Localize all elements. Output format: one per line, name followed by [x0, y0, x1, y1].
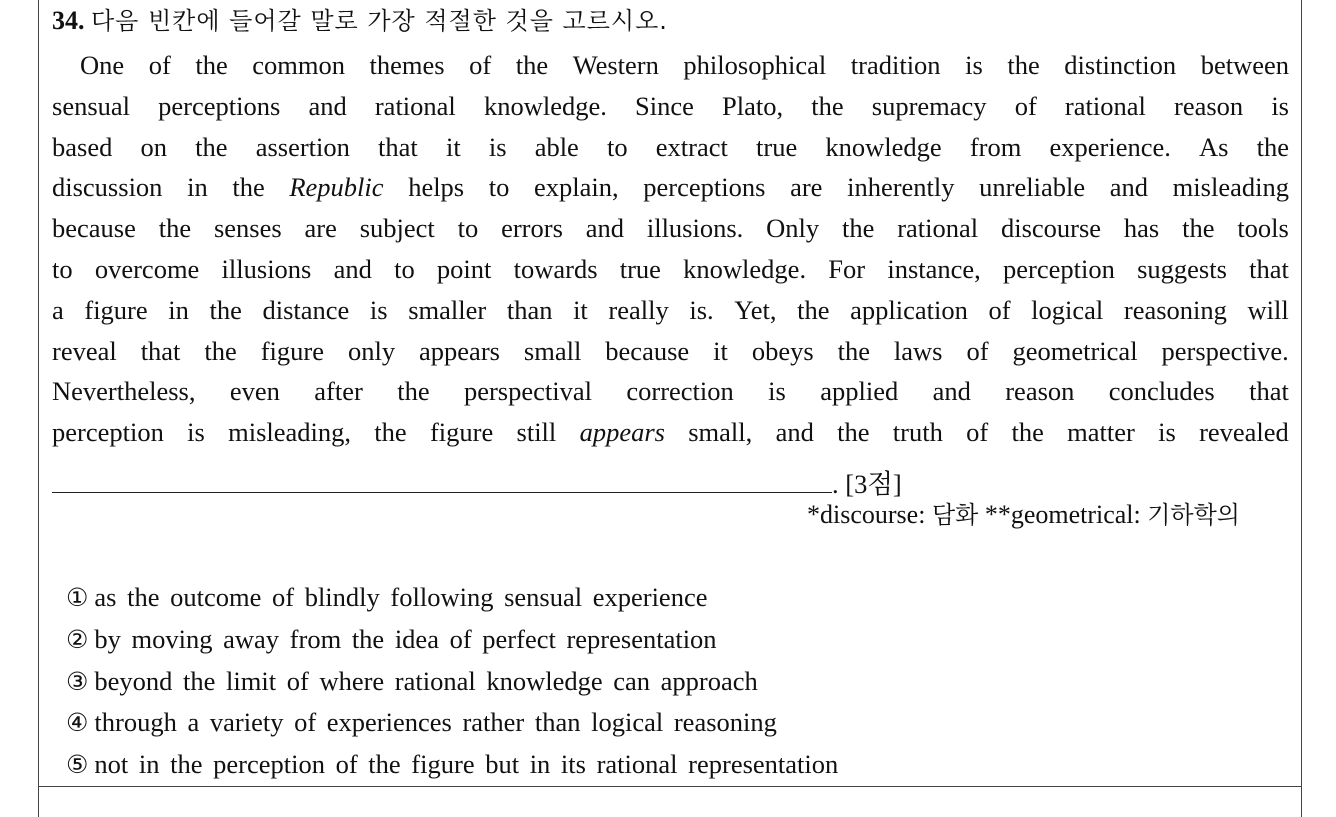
choice-4[interactable]	[66, 702, 838, 744]
passage-word: are	[790, 172, 823, 203]
passage-word: and	[1109, 172, 1149, 203]
passage-word: of	[148, 50, 171, 80]
passage-word: reveal	[52, 335, 117, 366]
passage-word: Only	[766, 213, 820, 244]
choice-text: through a variety of experiences rather than logical reasoning	[94, 707, 777, 738]
passage-word: the	[1182, 213, 1215, 244]
question-number: 34.	[52, 6, 85, 35]
passage-word: overcome	[94, 253, 200, 284]
passage-word: able	[534, 131, 579, 162]
choice-marker: ②	[66, 624, 89, 654]
choice-text: by moving away from the idea of perfect representation	[94, 623, 717, 654]
choice-marker: ①	[66, 583, 89, 612]
passage-word: illusions.	[646, 213, 744, 244]
passage-word: Republic	[289, 172, 384, 203]
passage-word: figure	[260, 335, 324, 366]
passage-word: knowledge.	[683, 253, 807, 284]
passage-word: suggests	[1137, 253, 1227, 284]
choice-5[interactable]	[66, 744, 838, 786]
passage-word: philosophical	[683, 50, 827, 80]
passage-word: that	[1249, 376, 1289, 407]
passage-word: of	[469, 50, 492, 80]
passage-word: unreliable	[979, 172, 1086, 203]
passage-word: is.	[689, 294, 714, 325]
passage-word: is	[488, 131, 507, 162]
passage-word: a	[52, 294, 64, 325]
passage-word: after	[314, 376, 363, 407]
passage-word: distance	[262, 294, 350, 325]
passage-word: and	[585, 213, 624, 244]
choice-marker: ③	[66, 666, 89, 696]
choice-3[interactable]	[66, 661, 838, 703]
passage-word: knowledge.	[483, 90, 607, 121]
passage-word: from	[969, 131, 1022, 162]
passage-word: the	[837, 335, 870, 366]
passage-word: the	[841, 213, 875, 244]
passage-word: the	[397, 376, 430, 407]
passage-word: the	[837, 417, 870, 448]
passage-word: to	[606, 131, 628, 162]
passage-word: rational	[374, 90, 456, 121]
passage-word: small,	[688, 417, 753, 448]
passage-line	[52, 371, 1289, 412]
passage-word: in	[168, 294, 189, 325]
passage-word: instance,	[887, 253, 981, 284]
passage-word: it	[713, 335, 728, 366]
question-heading	[52, 4, 668, 38]
passage-word: is	[1158, 417, 1176, 448]
gloss-term-2: **geometrical:	[984, 500, 1141, 529]
passage-line	[52, 127, 1289, 168]
passage-word: is	[768, 376, 786, 407]
passage-word: and	[333, 253, 372, 284]
passage-word: discourse	[1000, 213, 1102, 244]
passage-word: geometrical	[1012, 335, 1138, 366]
answer-choices	[66, 577, 838, 786]
passage-word: and	[932, 376, 971, 407]
passage-word: As	[1199, 131, 1229, 162]
passage-word: rational	[1064, 90, 1146, 121]
passage-line	[52, 290, 1289, 331]
passage-word: towards	[513, 253, 598, 284]
passage-word: the	[232, 172, 265, 203]
passage-word: the	[374, 417, 407, 448]
passage-word: of	[1014, 90, 1037, 121]
passage-word: are	[304, 213, 337, 244]
passage-word: of	[966, 417, 989, 448]
passage-word: will	[1247, 294, 1289, 325]
passage-word: reasoning	[1123, 294, 1227, 325]
passage-line	[52, 45, 1289, 86]
passage-word: For	[828, 253, 866, 284]
passage-word: misleading	[1172, 172, 1289, 203]
passage-line	[52, 249, 1289, 290]
passage-word: that	[140, 335, 181, 366]
passage-word: the	[158, 213, 192, 244]
passage-word: the	[1007, 50, 1040, 80]
passage-word: revealed	[1199, 417, 1289, 448]
passage-word: that	[1249, 253, 1289, 284]
passage-word: based	[52, 131, 113, 162]
passage-word: senses	[213, 213, 282, 244]
passage-word: to	[457, 213, 479, 244]
passage-word: the	[1011, 417, 1044, 448]
passage-word: sensual	[52, 90, 131, 121]
passage-word: laws	[893, 335, 943, 366]
passage-word: common	[252, 50, 345, 80]
passage-word: even	[229, 376, 280, 407]
passage-word: tools	[1237, 213, 1289, 244]
choice-text: not in the perception of the figure but in its rational representation	[94, 749, 839, 780]
passage-word: because	[52, 213, 136, 244]
passage-word: concludes	[1108, 376, 1215, 407]
passage-word: the	[195, 50, 228, 80]
passage-word: has	[1123, 213, 1160, 244]
passage-word: and	[308, 90, 347, 121]
passage	[52, 45, 1289, 453]
passage-word: on	[140, 131, 167, 162]
passage-word: explain,	[534, 172, 619, 203]
passage-word: illusions	[221, 253, 312, 284]
passage-line	[52, 331, 1289, 372]
passage-word: logical	[1031, 294, 1104, 325]
passage-word: perception	[52, 417, 164, 448]
passage-word: it	[445, 131, 461, 162]
passage-line	[52, 412, 1289, 453]
passage-word: figure	[429, 417, 494, 448]
passage-word: knowledge	[825, 131, 942, 162]
choice-marker: ④	[66, 708, 89, 738]
passage-word: it	[573, 294, 588, 325]
next-question-box	[38, 787, 1302, 817]
passage-word: tradition	[850, 50, 941, 80]
passage-word: point	[436, 253, 492, 284]
question-instruction: 다음 빈칸에 들어갈 말로 가장 적절한 것을 고르시오.	[91, 7, 668, 35]
passage-word: the	[209, 294, 242, 325]
passage-word: the	[515, 50, 549, 80]
passage-word: between	[1200, 50, 1289, 80]
passage-word: is	[1271, 90, 1289, 121]
passage-word: perceptions	[643, 172, 766, 203]
passage-word: of	[966, 335, 989, 366]
passage-word: the	[204, 335, 237, 366]
passage-word: application	[850, 294, 968, 325]
passage-word: perception	[1003, 253, 1115, 284]
passage-word: applied	[820, 376, 899, 407]
passage-word: perspectival	[463, 376, 592, 407]
passage-word: appears	[419, 335, 500, 366]
passage-word: is	[369, 294, 388, 325]
passage-word: true	[619, 253, 661, 284]
passage-word: is	[187, 417, 205, 448]
choice-1[interactable]	[66, 577, 838, 619]
passage-word: extract	[655, 131, 728, 162]
passage-word: distinction	[1064, 50, 1177, 80]
passage-word: reason	[1005, 376, 1075, 407]
passage-word: figure	[84, 294, 148, 325]
passage-word: misleading,	[228, 417, 352, 448]
passage-word: still	[516, 417, 557, 448]
passage-word: appears	[579, 417, 665, 448]
passage-word: errors	[501, 213, 563, 244]
passage-word: discussion	[52, 172, 163, 203]
passage-word: smaller	[408, 294, 487, 325]
passage-word: to	[52, 253, 73, 284]
passage-word: only	[347, 335, 396, 366]
passage-word: Yet,	[734, 294, 777, 325]
passage-word: small	[523, 335, 582, 366]
passage-word: perspective.	[1161, 335, 1289, 366]
passage-word: to	[488, 172, 510, 203]
passage-word: in	[187, 172, 208, 203]
passage-word: correction	[626, 376, 734, 407]
answer-blank	[52, 472, 832, 493]
gloss-term-1: *discourse:	[807, 500, 926, 529]
passage-word: obeys	[751, 335, 814, 366]
passage-word: matter	[1067, 417, 1135, 448]
gloss-meaning-2: 기하학의	[1147, 501, 1240, 529]
passage-line	[52, 86, 1289, 127]
passage-line	[52, 208, 1289, 249]
passage-word: truth	[892, 417, 943, 448]
choice-text: beyond the limit of where rational knowledge can approach	[94, 665, 758, 696]
passage-word: Plato,	[722, 90, 784, 121]
choice-text: as the outcome of blindly following sensual experience	[94, 582, 708, 612]
passage-word: assertion	[255, 131, 350, 162]
blank-suffix: . [3점]	[832, 469, 902, 499]
passage-word: perceptions	[158, 90, 281, 121]
passage-word: than	[506, 294, 553, 325]
passage-word: themes	[369, 50, 445, 80]
passage-word: the	[1256, 131, 1289, 162]
passage-word: Western	[572, 50, 659, 80]
passage-word: subject	[359, 213, 435, 244]
passage-word: because	[605, 335, 690, 366]
passage-word: and	[775, 417, 814, 448]
passage-word: One	[80, 50, 125, 80]
choice-marker: ⑤	[66, 750, 89, 780]
passage-word: the	[195, 131, 228, 162]
passage-word: the	[797, 294, 830, 325]
passage-word: reason	[1174, 90, 1244, 121]
passage-word: inherently	[847, 172, 955, 203]
passage-line	[52, 167, 1289, 208]
passage-word: supremacy	[871, 90, 987, 121]
gloss-meaning-1: 담화	[931, 501, 979, 529]
passage-word: of	[988, 294, 1011, 325]
blank-line	[52, 467, 902, 501]
passage-word: the	[811, 90, 844, 121]
passage-word: Since	[634, 90, 694, 121]
passage-word: to	[394, 253, 415, 284]
passage-word: Nevertheless,	[52, 376, 196, 407]
passage-word: true	[756, 131, 798, 162]
choice-2[interactable]	[66, 619, 838, 661]
passage-word: rational	[897, 213, 979, 244]
passage-word: helps	[408, 172, 465, 203]
passage-word: is	[965, 50, 983, 80]
passage-word: that	[378, 131, 418, 162]
glossary	[807, 497, 1240, 533]
passage-word: experience.	[1049, 131, 1171, 162]
passage-word: really	[608, 294, 669, 325]
